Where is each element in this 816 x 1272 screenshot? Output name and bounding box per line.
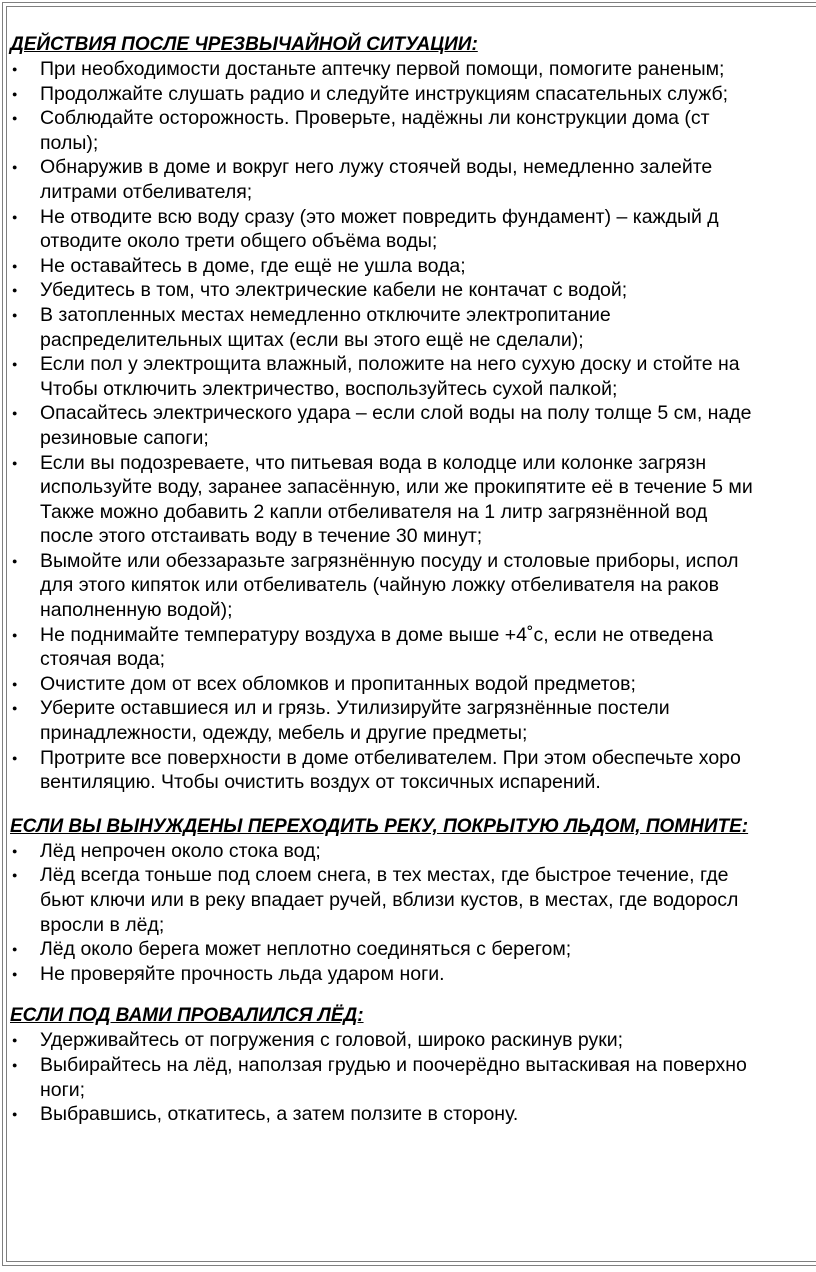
list-item — [10, 672, 816, 697]
section-title-fell-through-ice: ЕСЛИ ПОД ВАМИ ПРОВАЛИЛСЯ ЛЁД: — [10, 1005, 364, 1027]
bullet-icon: ● — [12, 162, 18, 173]
bullet-icon: ● — [12, 88, 18, 99]
bullet-icon: ● — [12, 64, 18, 74]
list-item — [10, 1028, 816, 1053]
list-item-line: используйте воду, заранее запасённую, или же прокипятите её в течение 5 ми — [40, 476, 753, 499]
bullet-icon: ● — [12, 845, 18, 856]
list-item-line: Выбравшись, откатитесь, а затем ползите в сторону. — [40, 1103, 519, 1126]
bullet-icon: ● — [12, 870, 18, 881]
list-item — [10, 401, 816, 450]
crossing-ice-list — [10, 839, 816, 987]
list-item-line: Не оставайтесь в доме, где ещё не ушла вода; — [40, 254, 466, 277]
section-title-after-emergency: ДЕЙСТВИЯ ПОСЛЕ ЧРЕЗВЫЧАЙНОЙ СИТУАЦИИ: — [10, 34, 478, 55]
list-item-line: При необходимости достаньте аптечку первой помощи, помогите раненым; — [40, 58, 725, 80]
list-item — [10, 303, 816, 352]
list-item — [10, 1053, 816, 1102]
list-item — [10, 962, 816, 987]
list-item-line: Опасайтесь электрического удара – если слой воды на полу толще 5 см, наде — [40, 402, 752, 425]
list-item-line: Лёд непрочен около стока вод; — [40, 839, 321, 862]
list-item — [10, 278, 816, 303]
bullet-icon: ● — [12, 211, 18, 222]
list-item — [10, 155, 816, 204]
list-item — [10, 863, 816, 937]
list-item — [10, 57, 816, 82]
bullet-icon: ● — [12, 555, 18, 566]
list-item-line: Выбирайтесь на лёд, наползая грудью и поочерёдно вытаскивая на поверхно — [40, 1053, 747, 1076]
list-item-line: Вымойте или обеззаразьте загрязнённую посуду и столовые приборы, испол — [40, 549, 739, 572]
list-item-line: Не отводите всю воду сразу (это может повредить фундамент) – каждый д — [40, 205, 719, 228]
fell-through-ice-list — [10, 1028, 816, 1126]
list-item-line: литрами отбеливателя; — [40, 180, 253, 203]
list-item — [10, 1102, 816, 1127]
bullet-icon: ● — [12, 968, 18, 979]
list-item-line: вросли в лёд; — [40, 913, 165, 936]
bullet-icon: ● — [12, 260, 18, 271]
bullet-icon: ● — [12, 678, 18, 689]
list-item-line: принадлежности, одежду, мебель и другие предметы; — [40, 722, 528, 745]
list-item-line: Обнаружив в доме и вокруг него лужу стоячей воды, немедленно залейте — [40, 156, 713, 179]
list-item-line: ноги; — [40, 1078, 86, 1101]
bullet-icon: ● — [12, 309, 18, 320]
list-item — [10, 451, 816, 549]
list-item-line: Протрите все поверхности в доме отбеливателем. При этом обеспечьте хоро — [40, 746, 741, 769]
section-title-crossing-ice: ЕСЛИ ВЫ ВЫНУЖДЕНЫ ПЕРЕХОДИТЬ РЕКУ, ПОКРЫТУЮ ЛЬДОМ, ПОМНИТЕ: — [10, 815, 749, 837]
bullet-icon: ● — [12, 408, 18, 419]
list-item-line: Если вы подозреваете, что питьевая вода в колодце или колонке загрязн — [40, 451, 707, 474]
bullet-icon: ● — [12, 752, 18, 763]
list-item — [10, 82, 816, 107]
list-item-line: В затопленных местах немедленно отключите электропитание — [40, 303, 611, 326]
list-item-line: Убедитесь в том, что электрические кабели не контачат с водой; — [40, 279, 628, 302]
list-item-line: Лёд всегда тоньше под слоем снега, в тех местах, где быстрое течение, где — [40, 864, 729, 887]
list-item-line: стоячая вода; — [40, 648, 166, 671]
list-item — [10, 937, 816, 962]
list-item — [10, 205, 816, 254]
list-item-line: Удерживайтесь от погружения с головой, широко раскинув руки; — [40, 1029, 624, 1052]
list-item — [10, 549, 816, 623]
after-emergency-list — [10, 57, 816, 795]
list-item — [10, 696, 816, 745]
list-item-line: Не поднимайте температуру воздуха в доме выше +4˚с, если не отведена — [40, 623, 714, 646]
list-item-line: Если пол у электрощита влажный, положите на него сухую доску и стойте на — [40, 353, 740, 376]
list-item-line: отводите около трети общего объёма воды; — [40, 230, 438, 253]
list-item-line: вентиляцию. Чтобы очистить воздух от токсичных испарений. — [40, 771, 601, 794]
list-item-line: Соблюдайте осторожность. Проверьте, надёжны ли конструкции дома (ст — [40, 107, 710, 130]
list-item-line: Лёд около берега может неплотно соединяться с берегом; — [40, 938, 572, 961]
list-item — [10, 839, 816, 864]
bullet-icon: ● — [12, 703, 18, 714]
list-item-line: Уберите оставшиеся ил и грязь. Утилизируйте загрязнённые постели — [40, 697, 670, 720]
bullet-icon: ● — [12, 1109, 18, 1120]
list-item-line: Не проверяйте прочность льда ударом ноги. — [40, 962, 445, 985]
list-item-line: после этого отстаивать воду в течение 30 минут; — [40, 525, 483, 548]
list-item — [10, 352, 816, 401]
list-item — [10, 254, 816, 279]
list-item-line: резиновые сапоги; — [40, 426, 209, 449]
list-item-line: распределительных щитах (если вы этого ещё не сделали); — [40, 328, 584, 351]
bullet-icon: ● — [12, 359, 18, 370]
bullet-icon: ● — [12, 113, 18, 124]
bullet-icon: ● — [12, 1059, 18, 1070]
bullet-icon: ● — [12, 944, 18, 955]
list-item — [10, 106, 816, 155]
bullet-icon: ● — [12, 457, 18, 468]
document-page — [10, 30, 816, 1127]
list-item-line: Чтобы отключить электричество, воспользуйтесь сухой палкой; — [40, 377, 618, 400]
list-item-line: бьют ключи или в реку впадает ручей, вблизи кустов, в местах, где водоросл — [40, 889, 739, 911]
list-item-line: полы); — [40, 131, 99, 154]
bullet-icon: ● — [12, 1035, 18, 1046]
list-item — [10, 623, 816, 672]
list-item-line: Также можно добавить 2 капли отбеливателя на 1 литр загрязнённой вод — [40, 500, 708, 523]
bullet-icon: ● — [12, 285, 18, 296]
list-item-line: наполненную водой); — [40, 599, 233, 622]
list-item-line: для этого кипяток или отбеливатель (чайную ложку отбеливателя на раков — [40, 574, 719, 597]
list-item — [10, 746, 816, 795]
list-item-line: Очистите дом от всех обломков и пропитанных водой предметов; — [40, 672, 636, 695]
list-item-line: Продолжайте слушать радио и следуйте инструкциям спасательных служб; — [40, 82, 729, 105]
bullet-icon: ● — [12, 629, 18, 640]
